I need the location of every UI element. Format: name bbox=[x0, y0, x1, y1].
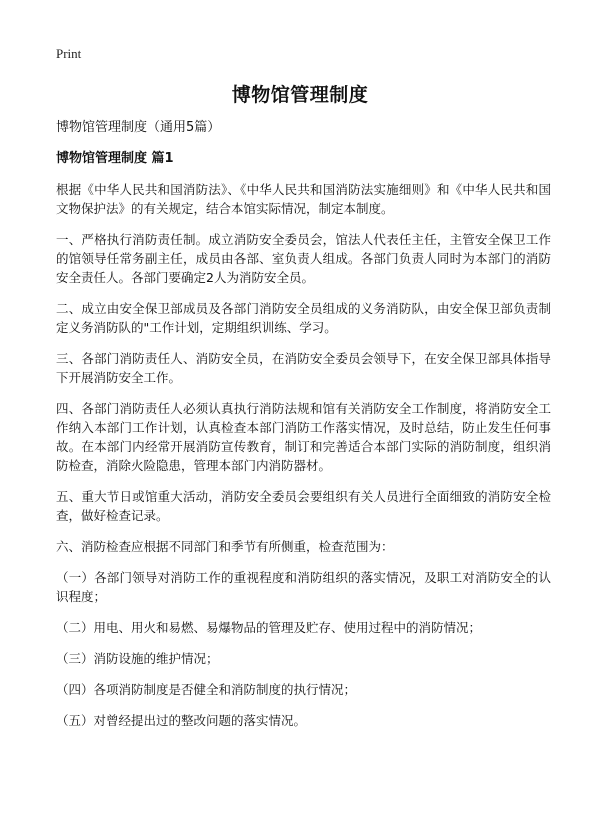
document-body bbox=[56, 119, 551, 742]
paragraph-item-4: （四）各项消防制度是否健全和消防制度的执行情况； bbox=[56, 682, 357, 697]
paragraph-article-6: 六、消防检查应根据不同部门和季节有所侧重，检查范围为： bbox=[56, 539, 394, 554]
document-subtitle: 博物馆管理制度（通用5篇） bbox=[56, 120, 221, 135]
paragraph-item-1: （一）各部门领导对消防工作的重视程度和消防组织的落实情况，及职工对消防安全的认识程度； bbox=[56, 570, 551, 604]
paragraph-article-5: 五、重大节日或馆重大活动，消防安全委员会要组织有关人员进行全面细致的消防安全检查，做好检查记录。 bbox=[56, 489, 551, 523]
section-heading: 博物馆管理制度 篇1 bbox=[56, 151, 174, 166]
paragraph-item-5: （五）对曾经提出过的整改问题的落实情况。 bbox=[56, 713, 307, 728]
page-title: 博物馆管理制度 bbox=[231, 84, 369, 106]
paragraph-intro: 根据《中华人民共和国消防法》、《中华人民共和国消防法实施细则》和《中华人民共和国文物保护法》的有关规定，结合本馆实际情况，制定本制度。 bbox=[56, 182, 551, 216]
paragraph-article-1: 一、严格执行消防责任制。成立消防安全委员会，馆法人代表任主任，主管安全保卫工作的馆领导任常务副主任，成员由各部、室负责人组成。各部门负责人同时为本部门的消防安全责任人。各部门要确定2人为消防安全员。 bbox=[56, 232, 551, 285]
paragraph-article-2: 二、成立由安全保卫部成员及各部门消防安全员组成的义务消防队，由安全保卫部负责制定义务消防队的"工作计划，定期组织训练、学习。 bbox=[56, 301, 551, 335]
paragraph-article-3: 三、各部门消防责任人、消防安全员，在消防安全委员会领导下，在安全保卫部具体指导下开展消防安全工作。 bbox=[56, 351, 551, 385]
paragraph-item-3: （三）消防设施的维护情况； bbox=[56, 651, 219, 666]
print-link[interactable]: Print bbox=[56, 46, 82, 61]
paragraph-article-4: 四、各部门消防责任人必须认真执行消防法规和馆有关消防安全工作制度，将消防安全工作纳入本部门工作计划，认真检查本部门消防工作落实情况，及时总结，防止发生任何事故。在本部门内经常开展消防宣传教育，制订和完善适合本部门实际的消防制度，组织消防检查，消除火险隐患，管理本部门内消防器材。 bbox=[56, 401, 551, 473]
paragraph-item-2: （二）用电、用火和易燃、易爆物品的管理及贮存、使用过程中的消防情况； bbox=[56, 620, 482, 635]
